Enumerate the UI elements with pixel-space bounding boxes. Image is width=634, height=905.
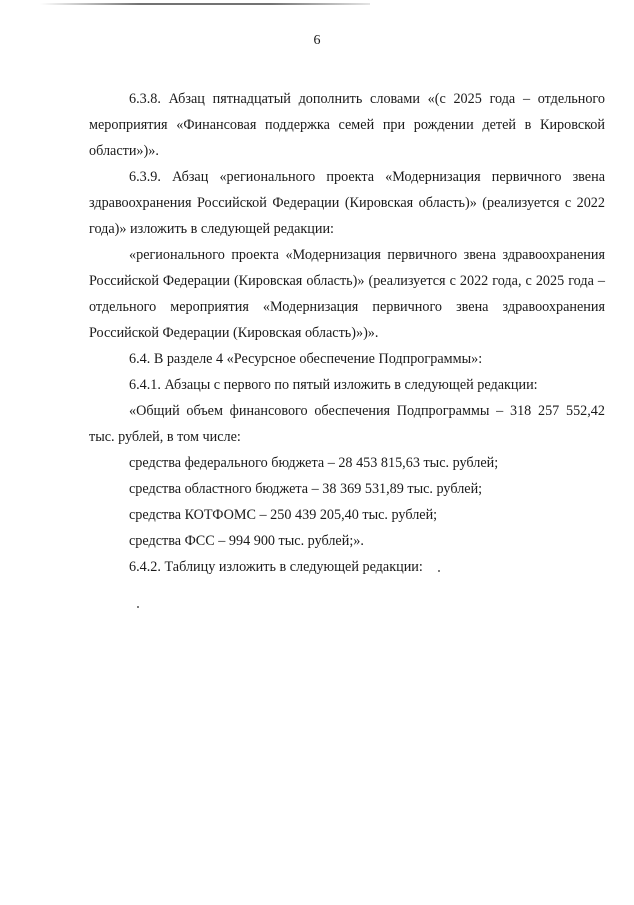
page-number: 6 bbox=[313, 33, 321, 48]
scan-speck bbox=[438, 570, 440, 572]
scan-speck bbox=[137, 606, 139, 608]
document-body bbox=[89, 86, 605, 580]
paragraph-fss: средства ФСС – 994 900 тыс. рублей;». bbox=[129, 533, 364, 549]
paragraph-6-3-8: 6.3.8. Абзац пятнадцатый дополнить словами «(с 2025 года – отдельного мероприятия «Финансовая поддержка семей при рождении детей в Кировской области»)». bbox=[89, 91, 605, 159]
paragraph-6-4-1: 6.4.1. Абзацы с первого по пятый изложить в следующей редакции: bbox=[129, 377, 538, 393]
paragraph-6-3-9: 6.3.9. Абзац «регионального проекта «Модернизация первичного звена здравоохранения Российской Федерации (Кировская область)» (реализуется с 2022 года)» изложить в следующей редакции: bbox=[89, 169, 605, 237]
paragraph-regional-budget: средства областного бюджета – 38 369 531,89 тыс. рублей; bbox=[129, 481, 483, 497]
paragraph-new-wording: «регионального проекта «Модернизация первичного звена здравоохранения Российской Федерации (Кировская область)» (реализуется с 2022 года, с 2025 года – отдельного мероприятия «Модернизация первичного звена здравоохранения Российской Федерации (Кировская область)»)». bbox=[89, 247, 605, 341]
paragraph-kotfoms: средства КОТФОМС – 250 439 205,40 тыс. рублей; bbox=[129, 507, 438, 523]
paragraph-6-4-2: 6.4.2. Таблицу изложить в следующей редакции: bbox=[129, 559, 423, 575]
paragraph-6-4: 6.4. В разделе 4 «Ресурсное обеспечение Подпрограммы»: bbox=[129, 351, 483, 367]
paragraph-total-volume: «Общий объем финансового обеспечения Подпрограммы – 318 257 552,42 тыс. рублей, в том числе: bbox=[89, 403, 605, 445]
paragraph-federal-budget: средства федерального бюджета – 28 453 815,63 тыс. рублей; bbox=[129, 455, 499, 471]
scan-edge-mark bbox=[40, 3, 370, 5]
